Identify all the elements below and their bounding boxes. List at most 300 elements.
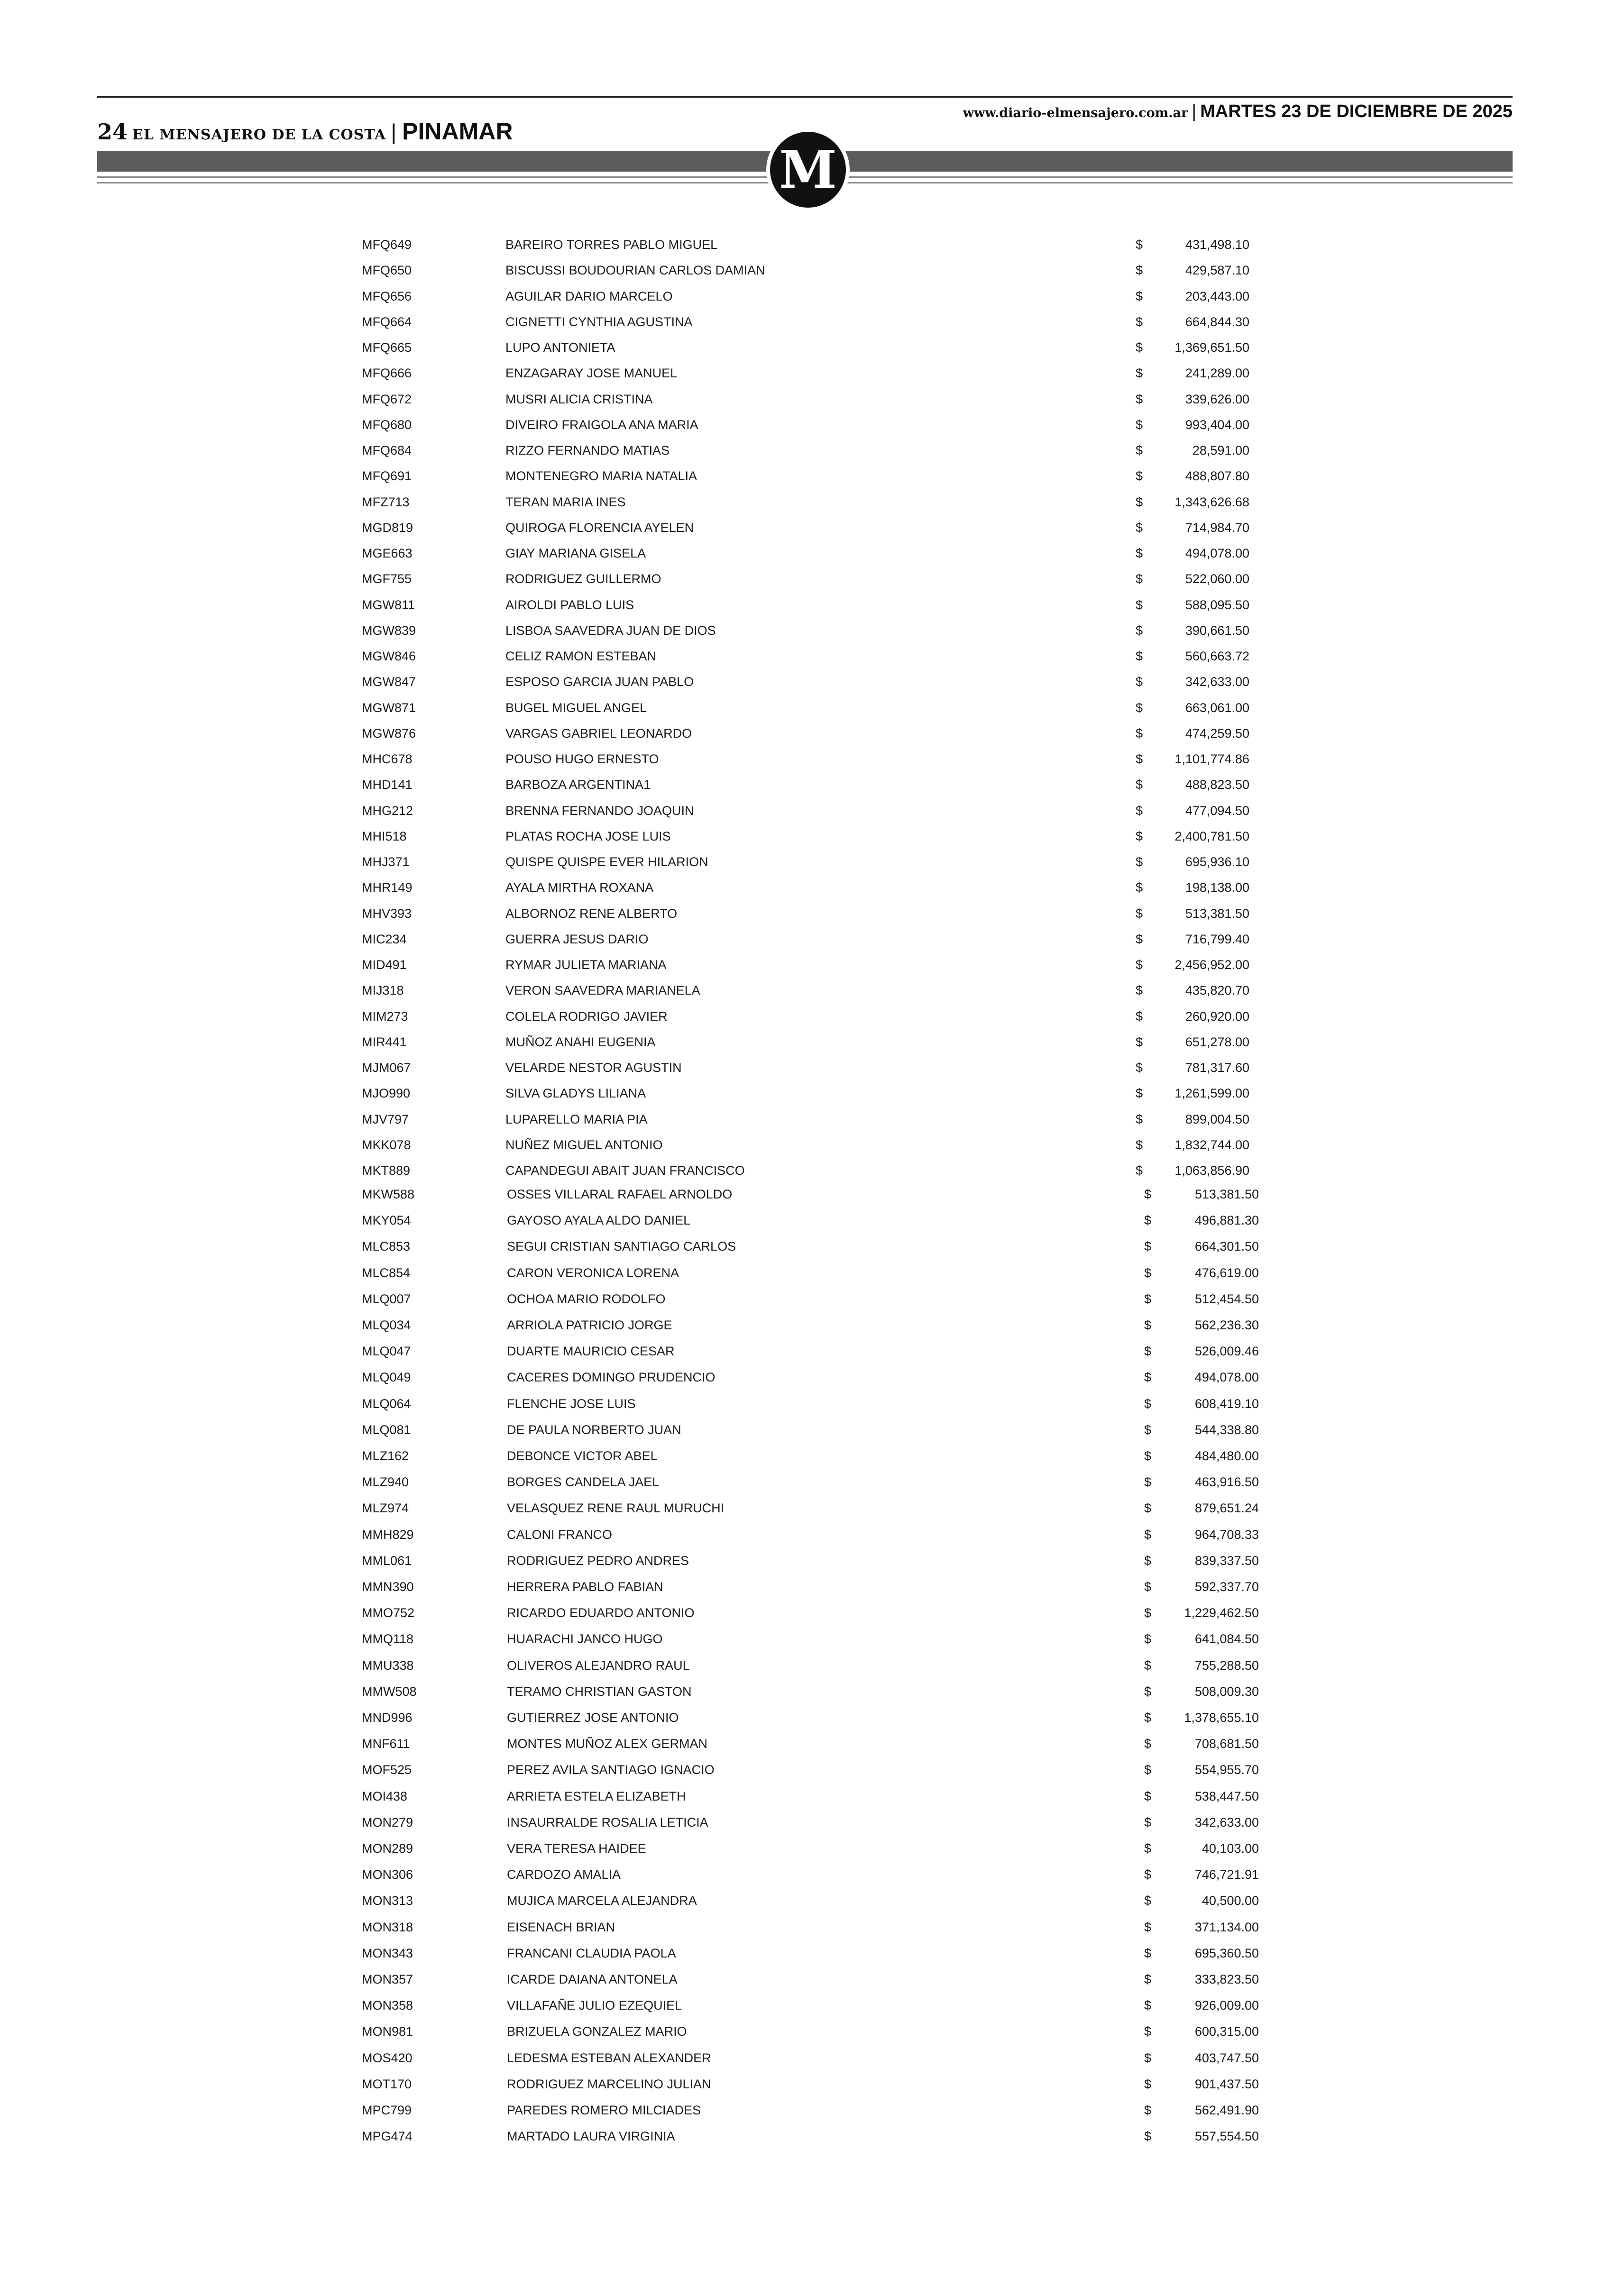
row-amount: 926,009.00 [1194, 1998, 1259, 2013]
table-row [0, 1890, 1624, 1914]
row-plate: MOI438 [362, 1789, 408, 1803]
row-plate: MHI518 [362, 829, 407, 843]
row-name: GUERRA JESUS DARIO [505, 932, 649, 946]
row-name: CARON VERONICA LORENA [507, 1265, 679, 1280]
row-plate: MLQ064 [362, 1396, 411, 1411]
row-amount: 560,663.72 [1185, 649, 1249, 663]
table-row [0, 851, 1624, 876]
row-currency: $ [1136, 443, 1143, 457]
row-plate: MON358 [362, 1998, 413, 2013]
table-row [0, 1838, 1624, 1862]
row-currency: $ [1144, 1972, 1152, 1986]
row-currency: $ [1144, 1318, 1152, 1332]
row-currency: $ [1144, 1920, 1152, 1934]
row-plate: MND996 [362, 1711, 413, 1725]
top-rule [97, 96, 1513, 98]
row-amount: 592,337.70 [1194, 1580, 1259, 1594]
page-number: 24 [97, 119, 128, 145]
row-amount: 435,820.70 [1185, 983, 1249, 998]
table-row [0, 1968, 1624, 1993]
row-amount: 198,138.00 [1185, 880, 1249, 895]
row-name: PLATAS ROCHA JOSE LUIS [505, 829, 671, 843]
table-row [0, 1288, 1624, 1313]
row-currency: $ [1144, 1475, 1152, 1490]
row-currency: $ [1136, 958, 1143, 972]
row-name: PEREZ AVILA SANTIAGO IGNACIO [507, 1763, 715, 1777]
row-name: ENZAGARAY JOSE MANUEL [505, 366, 678, 381]
table-row [0, 517, 1624, 541]
row-amount: 641,084.50 [1194, 1632, 1259, 1647]
table-row [0, 903, 1624, 927]
row-currency: $ [1136, 906, 1143, 921]
row-plate: MLZ940 [362, 1475, 409, 1490]
table-row [0, 1445, 1624, 1470]
table-row [0, 1994, 1624, 2019]
row-amount: 651,278.00 [1185, 1034, 1249, 1049]
table-row [0, 825, 1624, 850]
row-amount: 512,454.50 [1194, 1291, 1259, 1306]
row-amount: 403,747.50 [1194, 2050, 1259, 2065]
table-row [0, 954, 1624, 979]
row-currency: $ [1136, 1034, 1143, 1049]
row-name: POUSO HUGO ERNESTO [505, 752, 659, 766]
row-currency: $ [1136, 778, 1143, 792]
row-name: VERA TERESA HAIDEE [507, 1841, 646, 1856]
row-currency: $ [1144, 1841, 1152, 1856]
table-row [0, 1262, 1624, 1287]
row-currency: $ [1144, 1867, 1152, 1882]
website-link[interactable]: www.diario-elmensajero.com.ar [963, 106, 1188, 120]
row-plate: MFZ713 [362, 494, 410, 509]
row-currency: $ [1144, 2103, 1152, 2117]
table-row [0, 542, 1624, 567]
row-amount: 513,381.50 [1194, 1187, 1259, 1201]
row-name: DUARTE MAURICIO CESAR [507, 1344, 675, 1359]
row-amount: 477,094.50 [1185, 803, 1249, 818]
row-currency: $ [1136, 675, 1143, 689]
table-row [0, 2125, 1624, 2150]
table-row [0, 311, 1624, 336]
paper-name: EL MENSAJERO DE LA COSTA [132, 127, 386, 143]
row-plate: MML061 [362, 1553, 412, 1568]
row-amount: 339,626.00 [1185, 392, 1249, 406]
row-name: DEBONCE VICTOR ABEL [507, 1449, 658, 1463]
row-currency: $ [1136, 1009, 1143, 1024]
table-row [0, 568, 1624, 593]
row-name: HERRERA PABLO FABIAN [507, 1580, 663, 1594]
section-name: PINAMAR [402, 118, 513, 145]
table-row [0, 594, 1624, 619]
row-name: AIROLDI PABLO LUIS [505, 597, 634, 612]
row-plate: MHV393 [362, 906, 412, 921]
row-plate: MON981 [362, 2024, 413, 2039]
row-name: VILLAFAÑE JULIO EZEQUIEL [507, 1998, 682, 2013]
table-row [0, 234, 1624, 258]
row-currency: $ [1136, 314, 1143, 329]
table-row [0, 1785, 1624, 1810]
row-plate: MHC678 [362, 752, 413, 766]
row-amount: 474,259.50 [1185, 726, 1249, 741]
row-plate: MPG474 [362, 2129, 413, 2144]
row-name: ICARDE DAIANA ANTONELA [507, 1972, 678, 1986]
table-row [0, 491, 1624, 516]
table-row [0, 620, 1624, 644]
row-name: NUÑEZ MIGUEL ANTONIO [505, 1137, 663, 1152]
row-name: VELARDE NESTOR AGUSTIN [505, 1061, 682, 1075]
table-row [0, 1031, 1624, 1056]
table-row [0, 1497, 1624, 1522]
row-currency: $ [1136, 829, 1143, 843]
row-plate: MGW871 [362, 700, 416, 715]
row-amount: 484,480.00 [1194, 1449, 1259, 1463]
header-right-separator: | [1192, 101, 1197, 121]
row-plate: MIC234 [362, 932, 407, 946]
row-amount: 342,633.00 [1194, 1815, 1259, 1829]
row-amount: 746,721.91 [1194, 1867, 1259, 1882]
row-currency: $ [1144, 2076, 1152, 2091]
row-currency: $ [1136, 366, 1143, 381]
header-separator: | [391, 119, 397, 144]
row-plate: MON306 [362, 1867, 413, 1882]
row-amount: 488,807.80 [1185, 469, 1249, 484]
row-name: DE PAULA NORBERTO JUAN [507, 1422, 681, 1437]
row-amount: 1,378,655.10 [1184, 1711, 1259, 1725]
row-currency: $ [1136, 546, 1143, 560]
row-currency: $ [1144, 1370, 1152, 1385]
row-amount: 562,236.30 [1194, 1318, 1259, 1332]
row-currency: $ [1144, 2129, 1152, 2144]
row-name: MUJICA MARCELA ALEJANDRA [507, 1894, 697, 1908]
row-currency: $ [1144, 1606, 1152, 1620]
row-currency: $ [1136, 289, 1143, 303]
row-amount: 28,591.00 [1192, 443, 1249, 457]
row-name: EISENACH BRIAN [507, 1920, 615, 1934]
table-row [0, 285, 1624, 310]
row-amount: 588,095.50 [1185, 597, 1249, 612]
row-plate: MHR149 [362, 880, 413, 895]
table-row [0, 388, 1624, 413]
table-row [0, 1134, 1624, 1159]
row-amount: 522,060.00 [1185, 572, 1249, 586]
row-currency: $ [1136, 752, 1143, 766]
row-amount: 371,134.00 [1194, 1920, 1259, 1934]
row-amount: 562,491.90 [1194, 2103, 1259, 2117]
row-currency: $ [1136, 263, 1143, 278]
row-currency: $ [1136, 572, 1143, 586]
table-row [0, 1759, 1624, 1784]
row-plate: MHD141 [362, 778, 413, 792]
row-currency: $ [1136, 1137, 1143, 1152]
row-plate: MFQ650 [362, 263, 412, 278]
table-row [0, 1602, 1624, 1627]
row-currency: $ [1144, 1344, 1152, 1359]
row-amount: 526,009.46 [1194, 1344, 1259, 1359]
row-plate: MJO990 [362, 1086, 411, 1101]
row-name: BRENNA FERNANDO JOAQUIN [505, 803, 694, 818]
row-name: VERON SAAVEDRA MARIANELA [505, 983, 700, 998]
row-name: OLIVEROS ALEJANDRO RAUL [507, 1658, 690, 1673]
row-name: ARRIOLA PATRICIO JORGE [507, 1318, 672, 1332]
table-row [0, 1082, 1624, 1107]
table-row [0, 774, 1624, 798]
row-name: COLELA RODRIGO JAVIER [505, 1009, 668, 1024]
row-plate: MLQ007 [362, 1291, 411, 1306]
table-row [0, 1006, 1624, 1030]
row-plate: MLC853 [362, 1239, 411, 1254]
row-plate: MLQ081 [362, 1422, 411, 1437]
row-name: CARDOZO AMALIA [507, 1867, 621, 1882]
row-name: OCHOA MARIO RODOLFO [507, 1291, 666, 1306]
row-amount: 1,101,774.86 [1174, 752, 1249, 766]
row-plate: MMW508 [362, 1684, 417, 1699]
table-row [0, 671, 1624, 695]
table-row [0, 1235, 1624, 1260]
row-plate: MFQ680 [362, 417, 412, 432]
row-amount: 993,404.00 [1185, 417, 1249, 432]
table-row [0, 1057, 1624, 1081]
table-row [0, 645, 1624, 670]
row-amount: 557,554.50 [1194, 2129, 1259, 2144]
row-currency: $ [1136, 1061, 1143, 1075]
row-plate: MMH829 [362, 1527, 414, 1542]
row-plate: MFQ666 [362, 366, 412, 381]
row-plate: MKK078 [362, 1137, 411, 1152]
row-name: SEGUI CRISTIAN SANTIAGO CARLOS [507, 1239, 736, 1254]
table-row [0, 1681, 1624, 1705]
table-row [0, 1864, 1624, 1888]
row-name: MUSRI ALICIA CRISTINA [505, 392, 653, 406]
table-row [0, 465, 1624, 490]
row-currency: $ [1144, 1684, 1152, 1699]
row-amount: 203,443.00 [1185, 289, 1249, 303]
row-amount: 1,343,626.68 [1174, 494, 1249, 509]
row-name: ARRIETA ESTELA ELIZABETH [507, 1789, 686, 1803]
row-amount: 879,651.24 [1194, 1501, 1259, 1516]
table-row [0, 2047, 1624, 2072]
row-name: LUPARELLO MARIA PIA [505, 1112, 648, 1126]
row-name: TERAN MARIA INES [505, 494, 626, 509]
table-row [0, 1576, 1624, 1601]
table-row [0, 1314, 1624, 1339]
row-amount: 431,498.10 [1185, 238, 1249, 252]
row-plate: MIM273 [362, 1009, 408, 1024]
row-plate: MFQ656 [362, 289, 412, 303]
row-amount: 608,419.10 [1194, 1396, 1259, 1411]
row-name: BARBOZA ARGENTINA1 [505, 778, 651, 792]
row-amount: 260,920.00 [1185, 1009, 1249, 1024]
row-amount: 664,301.50 [1194, 1239, 1259, 1254]
row-currency: $ [1144, 1894, 1152, 1908]
row-plate: MMQ118 [362, 1632, 414, 1647]
row-name: TERAMO CHRISTIAN GASTON [507, 1684, 692, 1699]
row-currency: $ [1136, 623, 1143, 638]
row-currency: $ [1144, 1501, 1152, 1516]
row-currency: $ [1136, 340, 1143, 355]
row-currency: $ [1144, 1239, 1152, 1254]
row-name: DIVEIRO FRAIGOLA ANA MARIA [505, 417, 698, 432]
row-plate: MFQ665 [362, 340, 412, 355]
row-currency: $ [1136, 855, 1143, 869]
table-row [0, 439, 1624, 464]
row-plate: MPC799 [362, 2103, 412, 2117]
row-currency: $ [1136, 932, 1143, 946]
row-plate: MON313 [362, 1894, 413, 1908]
row-plate: MHJ371 [362, 855, 410, 869]
row-currency: $ [1136, 417, 1143, 432]
row-name: RODRIGUEZ GUILLERMO [505, 572, 661, 586]
table-row [0, 414, 1624, 439]
row-amount: 508,009.30 [1194, 1684, 1259, 1699]
row-amount: 839,337.50 [1194, 1553, 1259, 1568]
row-name: RODRIGUEZ MARCELINO JULIAN [507, 2076, 711, 2091]
row-currency: $ [1144, 1658, 1152, 1673]
row-plate: MFQ664 [362, 314, 412, 329]
row-name: BORGES CANDELA JAEL [507, 1475, 660, 1490]
row-plate: MGE663 [362, 546, 413, 560]
row-amount: 342,633.00 [1185, 675, 1249, 689]
row-amount: 538,447.50 [1194, 1789, 1259, 1803]
row-plate: MON318 [362, 1920, 413, 1934]
row-name: RODRIGUEZ PEDRO ANDRES [507, 1553, 689, 1568]
row-name: BAREIRO TORRES PABLO MIGUEL [505, 238, 718, 252]
table-row [0, 1183, 1624, 1208]
row-plate: MGW847 [362, 675, 416, 689]
row-amount: 2,456,952.00 [1174, 958, 1249, 972]
row-amount: 476,619.00 [1194, 1265, 1259, 1280]
row-name: GAYOSO AYALA ALDO DANIEL [507, 1213, 691, 1228]
row-plate: MKY054 [362, 1213, 411, 1228]
table-row [0, 259, 1624, 284]
row-plate: MLC854 [362, 1265, 411, 1280]
table-row [0, 1160, 1624, 1184]
table-row [0, 723, 1624, 747]
row-amount: 241,289.00 [1185, 366, 1249, 381]
row-name: CAPANDEGUI ABAIT JUAN FRANCISCO [505, 1163, 745, 1178]
row-currency: $ [1136, 1112, 1143, 1126]
row-plate: MOF525 [362, 1763, 412, 1777]
row-amount: 695,360.50 [1194, 1946, 1259, 1960]
row-name: MONTES MUÑOZ ALEX GERMAN [507, 1737, 708, 1751]
table-row [0, 1108, 1624, 1133]
row-plate: MON279 [362, 1815, 413, 1829]
row-amount: 544,338.80 [1194, 1422, 1259, 1437]
table-row [0, 1366, 1624, 1391]
row-currency: $ [1144, 1422, 1152, 1437]
row-currency: $ [1144, 1763, 1152, 1777]
row-plate: MIJ318 [362, 983, 404, 998]
table-row [0, 2099, 1624, 2124]
table-row [0, 1393, 1624, 1418]
row-amount: 40,500.00 [1202, 1894, 1259, 1908]
row-name: RYMAR JULIETA MARIANA [505, 958, 667, 972]
row-amount: 494,078.00 [1194, 1370, 1259, 1385]
row-amount: 708,681.50 [1194, 1737, 1259, 1751]
row-amount: 716,799.40 [1185, 932, 1249, 946]
table-row [0, 2021, 1624, 2045]
row-amount: 781,317.60 [1185, 1061, 1249, 1075]
row-name: INSAURRALDE ROSALIA LETICIA [507, 1815, 708, 1829]
table-row [0, 1550, 1624, 1574]
row-currency: $ [1136, 597, 1143, 612]
row-name: FLENCHE JOSE LUIS [507, 1396, 636, 1411]
row-currency: $ [1144, 1946, 1152, 1960]
row-currency: $ [1144, 2050, 1152, 2065]
row-plate: MON289 [362, 1841, 413, 1856]
table-row [0, 1733, 1624, 1757]
row-amount: 1,832,744.00 [1174, 1137, 1249, 1152]
row-amount: 1,229,462.50 [1184, 1606, 1259, 1620]
row-name: LUPO ANTONIETA [505, 340, 615, 355]
row-currency: $ [1136, 238, 1143, 252]
row-name: AYALA MIRTHA ROXANA [505, 880, 654, 895]
row-currency: $ [1136, 803, 1143, 818]
row-plate: MFQ672 [362, 392, 412, 406]
table-row [0, 1707, 1624, 1731]
row-currency: $ [1144, 1265, 1152, 1280]
row-name: PAREDES ROMERO MILCIADES [507, 2103, 701, 2117]
table-row [0, 362, 1624, 387]
row-currency: $ [1144, 1291, 1152, 1306]
row-name: RICARDO EDUARDO ANTONIO [507, 1606, 695, 1620]
row-amount: 463,916.50 [1194, 1475, 1259, 1490]
row-currency: $ [1144, 1213, 1152, 1228]
row-amount: 1,063,856.90 [1174, 1163, 1249, 1178]
row-currency: $ [1136, 649, 1143, 663]
row-name: CELIZ RAMON ESTEBAN [505, 649, 657, 663]
table-row [0, 2073, 1624, 2098]
row-amount: 714,984.70 [1185, 520, 1249, 535]
row-plate: MLQ034 [362, 1318, 411, 1332]
row-plate: MFQ649 [362, 238, 412, 252]
table-row [0, 1811, 1624, 1836]
row-amount: 40,103.00 [1202, 1841, 1259, 1856]
row-name: MONTENEGRO MARIA NATALIA [505, 469, 697, 484]
row-name: BISCUSSI BOUDOURIAN CARLOS DAMIAN [505, 263, 765, 278]
row-amount: 2,400,781.50 [1174, 829, 1249, 843]
row-plate: MIR441 [362, 1034, 407, 1049]
row-amount: 901,437.50 [1194, 2076, 1259, 2091]
row-name: GIAY MARIANA GISELA [505, 546, 646, 560]
table-row [0, 979, 1624, 1004]
row-plate: MLQ047 [362, 1344, 411, 1359]
row-currency: $ [1136, 983, 1143, 998]
table-row [0, 1340, 1624, 1365]
table-row [0, 1916, 1624, 1941]
row-amount: 488,823.50 [1185, 778, 1249, 792]
row-currency: $ [1144, 1789, 1152, 1803]
row-plate: MON357 [362, 1972, 413, 1986]
issue-date: MARTES 23 DE DICIEMBRE DE 2025 [1200, 101, 1513, 121]
row-currency: $ [1136, 469, 1143, 484]
header-left [97, 118, 513, 146]
table-row [0, 1209, 1624, 1234]
row-plate: MLZ974 [362, 1501, 409, 1516]
table-row [0, 697, 1624, 722]
row-amount: 496,881.30 [1194, 1213, 1259, 1228]
row-name: RIZZO FERNANDO MATIAS [505, 443, 670, 457]
row-plate: MGF755 [362, 572, 412, 586]
row-plate: MMU338 [362, 1658, 414, 1673]
row-plate: MMO752 [362, 1606, 415, 1620]
row-amount: 390,661.50 [1185, 623, 1249, 638]
row-plate: MGW846 [362, 649, 416, 663]
row-amount: 333,823.50 [1194, 1972, 1259, 1986]
row-name: AGUILAR DARIO MARCELO [505, 289, 673, 303]
row-plate: MLQ049 [362, 1370, 411, 1385]
row-plate: MFQ691 [362, 469, 412, 484]
row-name: QUISPE QUISPE EVER HILARION [505, 855, 708, 869]
row-currency: $ [1136, 880, 1143, 895]
